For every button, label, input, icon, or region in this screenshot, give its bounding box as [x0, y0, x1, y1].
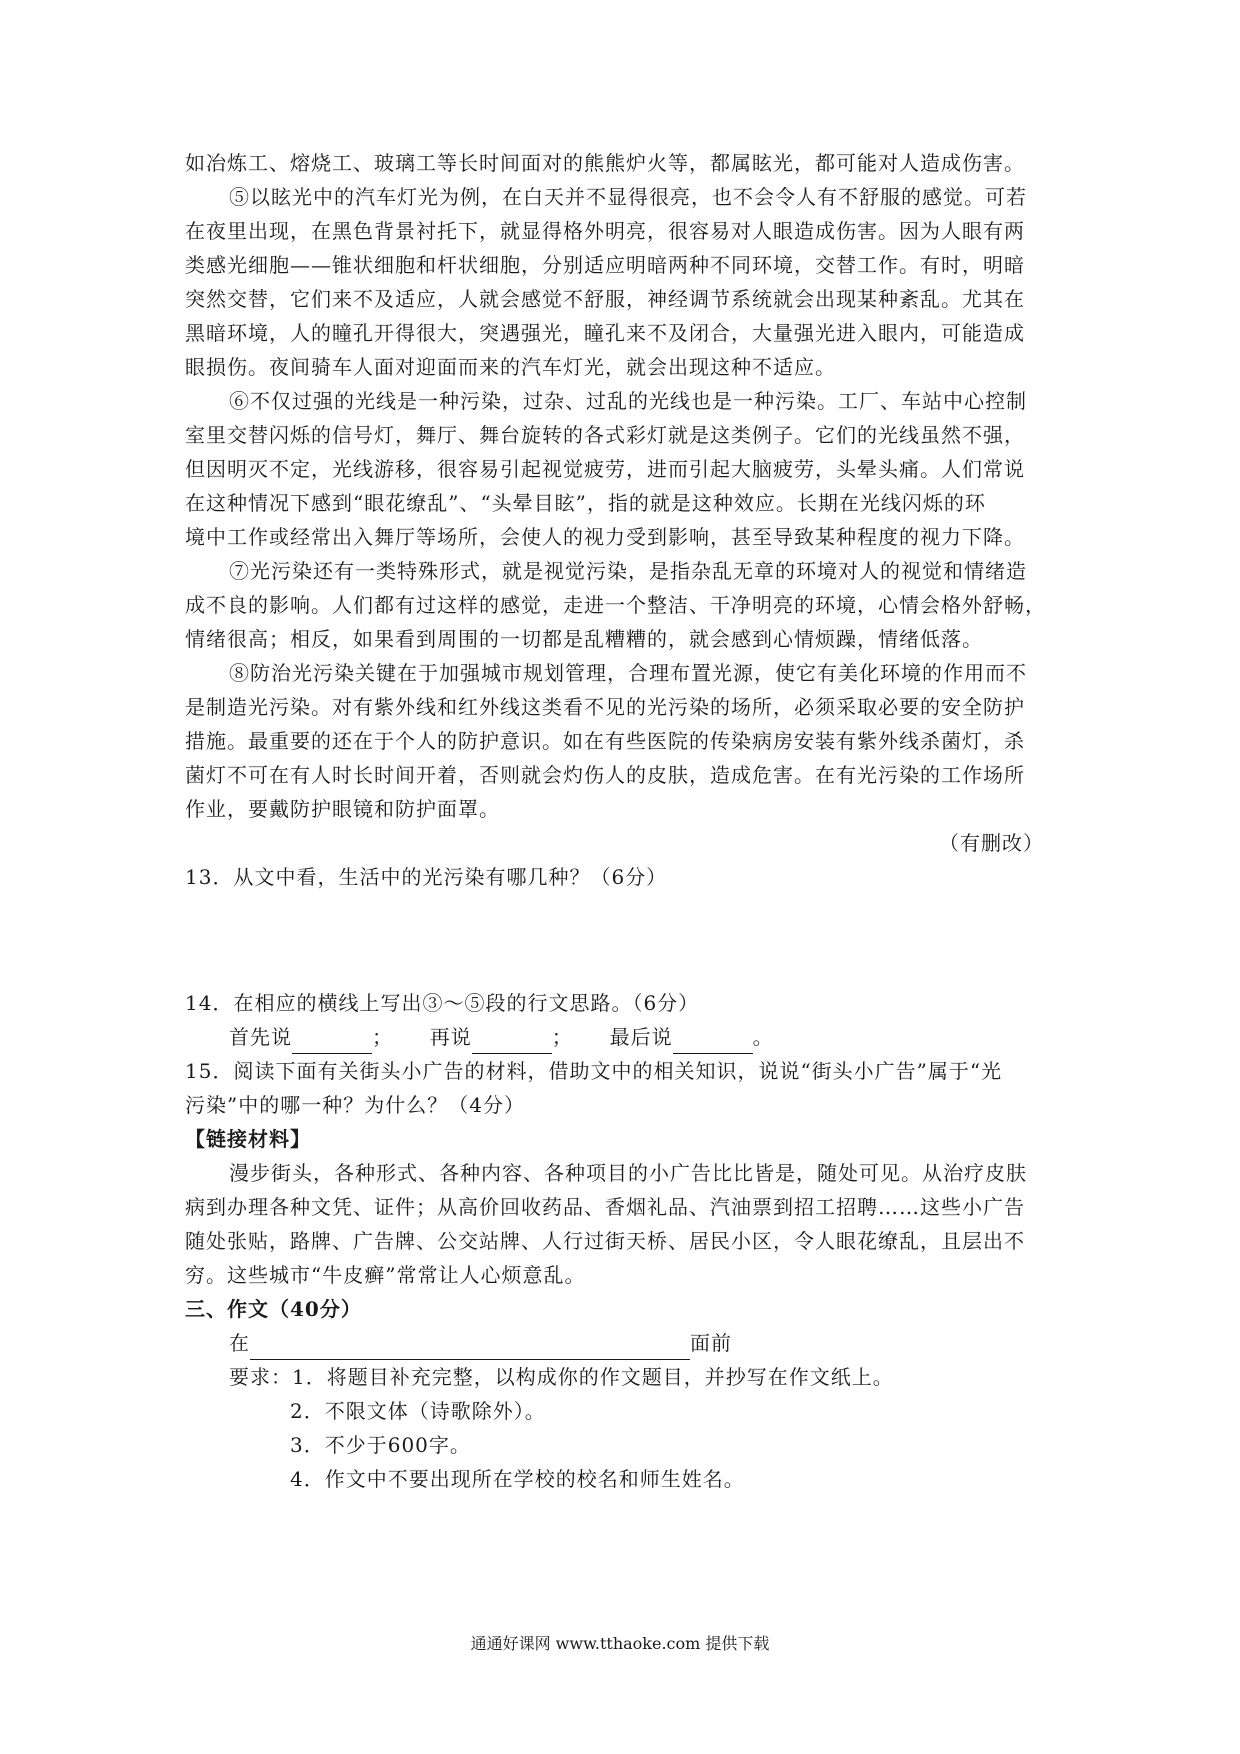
essay-requirement-4: 4．作文中不要出现所在学校的校名和师生姓名。: [290, 1467, 745, 1491]
essay-title-line: [185, 1326, 1060, 1360]
source-note: （有删改）: [939, 831, 1044, 855]
label-first: 首先说: [229, 1025, 292, 1049]
question-line: 污染”中的哪一种？为什么？（4分）: [185, 1093, 525, 1117]
paragraph-4-tail: 如冶炼工、熔烧工、玻璃工等长时间面对的熊熊炉火等，都属眩光，都可能对人造成伤害。: [185, 151, 1025, 175]
paragraph-line: 漫步街头，各种形式、各种内容、各种项目的小广告比比皆是，随处可见。从治疗皮肤: [229, 1161, 1027, 1185]
paragraph-line: 病到办理各种文凭、证件；从高价回收药品、香烟礼品、汽油票到招工招聘……这些小广告: [185, 1195, 1025, 1219]
question-14-blanks: [185, 1020, 1060, 1054]
label-then: 再说: [429, 1025, 472, 1049]
paragraph-line: ⑦光污染还有一类特殊形式，就是视觉污染，是指杂乱无章的环境对人的视觉和情绪造: [229, 559, 1027, 583]
question-line: 15．阅读下面有关街头小广告的材料，借助文中的相关知识，说说“街头小广告”属于“光: [185, 1059, 1003, 1083]
paragraph-line: 随处张贴，路牌、广告牌、公交站牌、人行过街天桥、居民小区，令人眼花缭乱，且层出不: [185, 1229, 1025, 1253]
answer-blank-last[interactable]: [673, 1031, 753, 1054]
paragraph-line: 室里交替闪烁的信号灯，舞厅、舞台旋转的各式彩灯就是这类例子。它们的光线虽然不强，: [185, 423, 1025, 447]
link-material-body: [185, 1156, 1060, 1292]
paragraph-line: 情绪很高；相反，如果看到周围的一切都是乱糟糟的，就会感到心情烦躁，情绪低落。: [185, 627, 983, 651]
essay-title-prefix: 在: [229, 1331, 250, 1355]
paragraph-line: ⑥不仅过强的光线是一种污染，过杂、过乱的光线也是一种污染。工厂、车站中心控制: [229, 389, 1027, 413]
paragraph-line: 但因明灭不定，光线游移，很容易引起视觉疲劳，进而引起大脑疲劳，头晕头痛。人们常说: [185, 457, 1025, 481]
essay-heading: 三、作文（40分）: [185, 1297, 362, 1321]
essay-title-suffix: 面前: [690, 1331, 732, 1355]
essay-title-blank[interactable]: [250, 1337, 690, 1360]
question-14: 14．在相应的横线上写出③～⑤段的行文思路。（6分）: [185, 991, 700, 1015]
paragraph-line: 境中工作或经常出入舞厅等场所，会使人的视力受到影响，甚至导致某种程度的视力下降。: [185, 525, 1025, 549]
paragraph-line: 黑暗环境，人的瞳孔开得很大，突遇强光，瞳孔来不及闭合，大量强光进入眼内，可能造成: [185, 321, 1025, 345]
page-footer: 通通好课网 www.tthaoke.com 提供下载: [470, 1634, 770, 1653]
answer-blank-then[interactable]: [472, 1031, 552, 1054]
paragraph-line: 措施。最重要的还在于个人的防护意识。如在有些医院的传染病房安装有紫外线杀菌灯，杀: [185, 729, 1025, 753]
paragraph-line: ⑧防治光污染关键在于加强城市规划管理，合理布置光源，使它有美化环境的作用而不: [229, 661, 1027, 685]
paragraph-line: ⑤以眩光中的汽车灯光为例，在白天并不显得很亮，也不会令人有不舒服的感觉。可若: [229, 185, 1027, 209]
separator: ；: [372, 1025, 393, 1049]
paragraph-line: 成不良的影响。人们都有过这样的感觉，走进一个整洁、干净明亮的环境，心情会格外舒畅，: [185, 593, 1046, 617]
paragraph-line: 在这种情况下感到“眼花缭乱”、“头晕目眩”，指的就是这种效应。长期在光线闪烁的环: [185, 491, 986, 515]
paragraph-7: [185, 554, 1060, 656]
end-mark: 。: [752, 1025, 774, 1049]
paragraph-6: [185, 384, 1060, 554]
paragraph-line: 在夜里出现，在黑色背景衬托下，就显得格外明亮，很容易对人眼造成伤害。因为人眼有两: [185, 219, 1025, 243]
essay-requirement-3: 3．不少于600字。: [290, 1433, 471, 1457]
exam-page: [185, 146, 1060, 1496]
requirement-text: 1．将题目补充完整，以构成你的作文题目，并抄写在作文纸上。: [292, 1365, 894, 1389]
paragraph-line: 作业，要戴防护眼镜和防护面罩。: [185, 797, 500, 821]
paragraph-line: 突然交替，它们来不及适应，人就会感觉不舒服，神经调节系统就会出现某种紊乱。尤其在: [185, 287, 1025, 311]
paragraph-line: 类感光细胞——锥状细胞和杆状细胞，分别适应明暗两种不同环境，交替工作。有时，明暗: [185, 253, 1025, 277]
essay-requirement-1: [185, 1360, 1060, 1394]
paragraph-line: 眼损伤。夜间骑车人面对迎面而来的汽车灯光，就会出现这种不适应。: [185, 355, 836, 379]
paragraph-8: [185, 656, 1060, 826]
paragraph-5: [185, 180, 1060, 384]
label-last: 最后说: [609, 1025, 673, 1049]
answer-blank-first[interactable]: [292, 1031, 372, 1054]
paragraph-line: 穷。这些城市“牛皮癣”常常让人心烦意乱。: [185, 1263, 586, 1287]
essay-requirement-2: 2．不限文体（诗歌除外）。: [290, 1399, 546, 1423]
separator: ；: [551, 1025, 573, 1049]
paragraph-line: 菌灯不可在有人时长时间开着，否则就会灼伤人的皮肤，造成危害。在有光污染的工作场所: [185, 763, 1025, 787]
requirement-label: 要求：: [229, 1365, 292, 1389]
question-15: [185, 1054, 1060, 1122]
paragraph-line: 是制造光污染。对有紫外线和红外线这类看不见的光污染的场所，必须采取必要的安全防护: [185, 695, 1025, 719]
answer-space-13: [185, 894, 1060, 986]
link-material-title: 【链接材料】: [185, 1127, 311, 1151]
question-13: 13．从文中看，生活中的光污染有哪几种？（6分）: [185, 865, 668, 889]
